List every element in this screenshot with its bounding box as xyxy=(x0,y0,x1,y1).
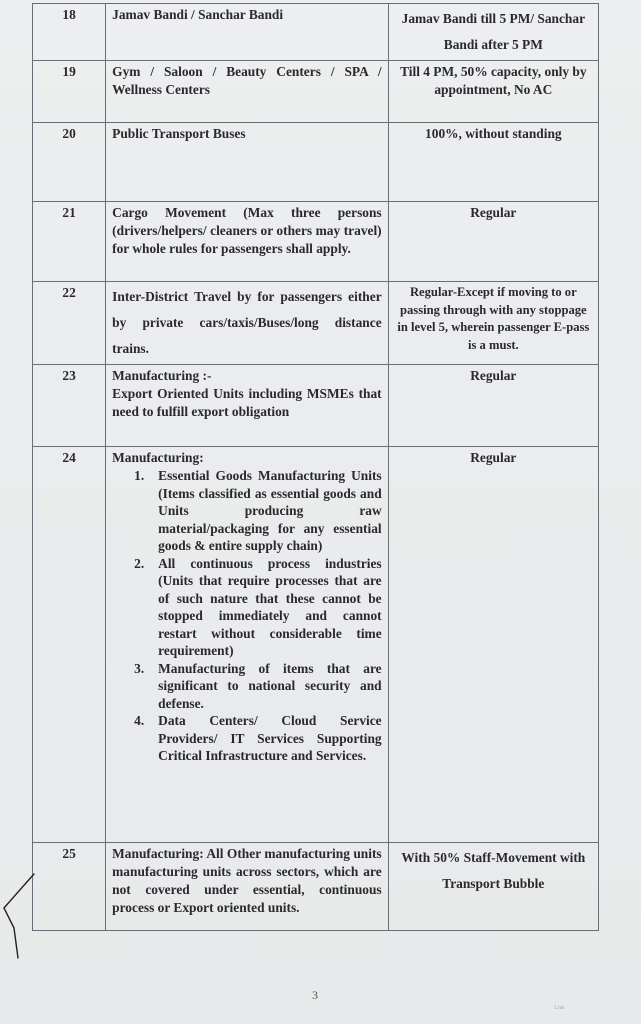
activity-cell xyxy=(106,447,388,843)
rule-cell: Jamav Bandi till 5 PM/ Sanchar Bandi after 5 PM xyxy=(388,4,598,61)
row-number: 22 xyxy=(33,282,106,365)
list-marker: 4. xyxy=(134,713,145,728)
table-row xyxy=(33,61,599,123)
sub-list xyxy=(112,467,381,765)
row-number: 19 xyxy=(33,61,106,123)
rule-cell: Regular xyxy=(388,202,598,282)
activity-cell: Gym / Saloon / Beauty Centers / SPA / Wellness Centers xyxy=(106,61,388,123)
list-marker: 3. xyxy=(134,660,145,676)
rule-cell: Till 4 PM, 50% capacity, only by appointment, No AC xyxy=(388,61,598,123)
list-marker: 1. xyxy=(134,468,145,483)
table-row xyxy=(33,202,599,282)
activity-cell: Cargo Movement (Max three persons (drivers/helpers/ cleaners or others may travel) for whole rules for passengers shall apply. xyxy=(106,202,388,282)
activity-cell: Inter-District Travel by for passengers either by private cars/taxis/Buses/long distance trains. xyxy=(106,282,388,365)
corner-mark: Lrøt xyxy=(554,1005,565,1011)
row-number: 21 xyxy=(33,202,106,282)
list-item-text: Manufacturing of items that are significant to national security and defense. xyxy=(158,660,382,711)
pen-stroke-mark xyxy=(0,870,40,965)
list-item xyxy=(134,712,382,765)
table-row xyxy=(33,447,599,843)
list-item xyxy=(134,660,382,713)
rule-cell: Regular xyxy=(388,447,598,843)
table-row xyxy=(33,4,599,61)
activity-cell: Public Transport Buses xyxy=(106,123,388,202)
rule-cell: With 50% Staff-Movement with Transport Bubble xyxy=(388,843,598,931)
activity-cell: Jamav Bandi / Sanchar Bandi xyxy=(106,4,388,61)
table-row xyxy=(33,123,599,202)
list-item xyxy=(134,467,382,555)
activity-text: Export Oriented Units including MSMEs that need to fulfill export obligation xyxy=(112,386,382,419)
table-row xyxy=(33,843,599,931)
activity-cell: Manufacturing: All Other manufacturing units manufacturing units across sectors, which are not covered under essential, continuous process or Export oriented units. xyxy=(106,843,388,931)
table-row xyxy=(33,282,599,365)
table-row xyxy=(33,365,599,447)
activity-cell xyxy=(106,365,388,447)
rule-cell: Regular-Except if moving to or passing through with any stoppage in level 5, wherein passenger E-pass is a must. xyxy=(388,282,598,365)
list-item xyxy=(134,555,382,660)
list-item-text: All continuous process industries (Units that require processes that are of such nature that these cannot be stopped immediately and cannot restart without considerable time requirement) xyxy=(158,555,382,658)
list-item-text: Data Centers/ Cloud Service Providers/ IT Services Supporting Critical Infrastructure and Services. xyxy=(158,713,382,763)
rule-cell: 100%, without standing xyxy=(388,123,598,202)
restrictions-table xyxy=(32,3,599,931)
row-number: 25 xyxy=(33,843,106,931)
activity-title: Manufacturing: xyxy=(112,450,204,465)
list-marker: 2. xyxy=(134,555,145,571)
activity-title: Manufacturing :- xyxy=(112,368,212,383)
page-number: 3 xyxy=(312,988,318,1002)
list-item-text: Essential Goods Manufacturing Units (Items classified as essential goods and Units producing raw material/packaging for any essential goods & entire supply chain) xyxy=(158,468,382,553)
row-number: 20 xyxy=(33,123,106,202)
rule-cell: Regular xyxy=(388,365,598,447)
row-number: 18 xyxy=(33,4,106,61)
row-number: 24 xyxy=(33,447,106,843)
row-number: 23 xyxy=(33,365,106,447)
